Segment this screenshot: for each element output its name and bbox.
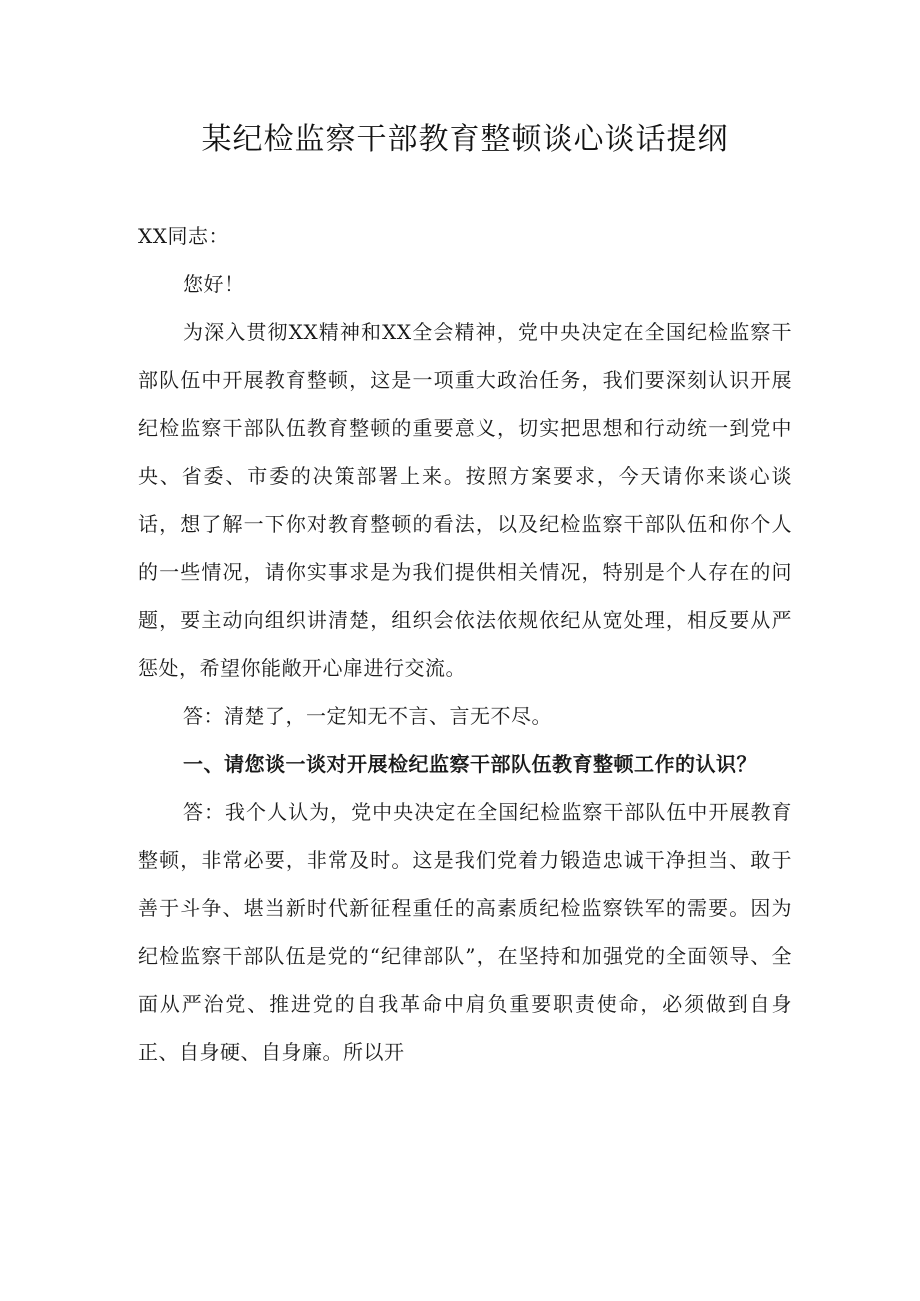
answer-1: 答：我个人认为，党中央决定在全国纪检监察干部队伍中开展教育整顿，非常必要，非常及时。这是我们党着力锻造忠诚干净担当、敢于善于斗争、堪当新时代新征程重任的高素质纪检监察铁军的需要。因为纪检监察干部队伍是党的“纪律部队”，在坚持和加强党的全面领导、全面从严治党、推进党的自我革命中肩负重要职责使命，必须做到自身正、自身硬、自身廉。所以开 [138,800,792,1064]
greeting: 您好！ [183,272,245,296]
intro-paragraph: 为深入贯彻XX精神和XX全会精神，党中央决定在全国纪检监察干部队伍中开展教育整顿，这是一项重大政治任务，我们要深刻认识开展纪检监察干部队伍教育整顿的重要意义，切实把思想和行动统一到党中央、省委、市委的决策部署上来。按照方案要求，今天请你来谈心谈话，想了解一下你对教育整顿的看法，以及纪检监察干部队伍和你个人的一些情况，请你实事求是为我们提供相关情况，特别是个人存在的问题，要主动向组织讲清楚，组织会依法依规依纪从宽处理，相反要从严惩处，希望你能敞开心扉进行交流。 [138,320,792,680]
answer-intro: 答：清楚了，一定知无不言、言无不尽。 [183,704,552,728]
question-1: 一、请您谈一谈对开展检纪监察干部队伍教育整顿工作的认识？ [183,752,757,776]
salutation: XX同志： [138,224,229,248]
document-body [138,212,792,1076]
document-title: 某纪检监察干部教育整顿谈心谈话提纲 [201,122,729,157]
